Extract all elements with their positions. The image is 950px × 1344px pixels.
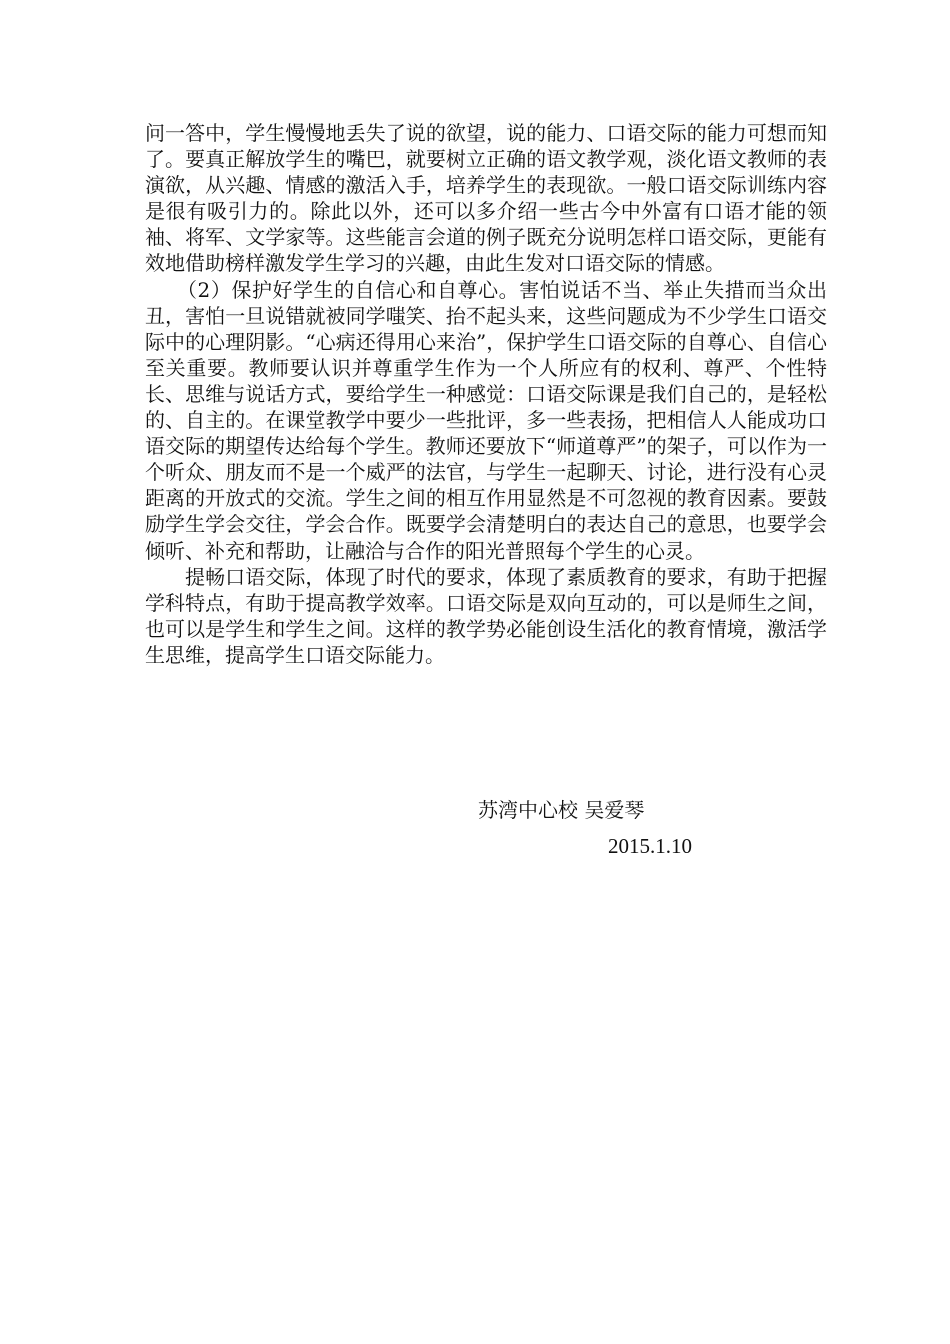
paragraph-self-confidence: （2）保护好学生的自信心和自尊心。害怕说话不当、举止失措而当众出丑，害怕一旦说错就被同学嗤笑、抬不起头来，这些问题成为不少学生口语交际中的心理阴影。“心病还得用心来治”，保护学生口语交际的自尊心、自信心至关重要。教师要认识并尊重学生作为一个人所应有的权利、尊严、个性特长、思维与说话方式，要给学生一种感觉：口语交际课是我们自己的，是轻松的、自主的。在课堂教学中要少一些批评，多一些表扬，把相信人人能成功口语交际的期望传达给每个学生。教师还要放下“师道尊严”的架子，可以作为一个听众、朋友而不是一个威严的法官，与学生一起聊天、讨论，进行没有心灵距离的开放式的交流。学生之间的相互作用显然是不可忽视的教育因素。要鼓励学生学会交往，学会合作。既要学会清楚明白的表达自己的意思，也要学会倾听、补充和帮助，让融洽与合作的阳光普照每个学生的心灵。 [145,277,827,563]
paragraph-continuation: 问一答中，学生慢慢地丢失了说的欲望，说的能力、口语交际的能力可想而知了。要真正解放学生的嘴巴，就要树立正确的语文教学观，淡化语文教师的表演欲，从兴趣、情感的激活入手，培养学生的表现欲。一般口语交际训练内容是很有吸引力的。除此以外，还可以多介绍一些古今中外富有口语才能的领袖、将军、文学家等。这些能言会道的例子既充分说明怎样口语交际，更能有效地借助榜样激发学生学习的兴趣，由此生发对口语交际的情感。 [145,121,827,276]
document-date: 2015.1.10 [608,834,692,858]
author-signature: 苏湾中心校 吴爱琴 [478,798,645,822]
document-body [145,120,827,668]
paragraph-conclusion: 提畅口语交际，体现了时代的要求，体现了素质教育的要求，有助于把握学科特点，有助于提高教学效率。口语交际是双向互动的，可以是师生之间，也可以是学生和学生之间。这样的教学势必能创设生活化的教育情境，激活学生思维，提高学生口语交际能力。 [145,564,827,667]
